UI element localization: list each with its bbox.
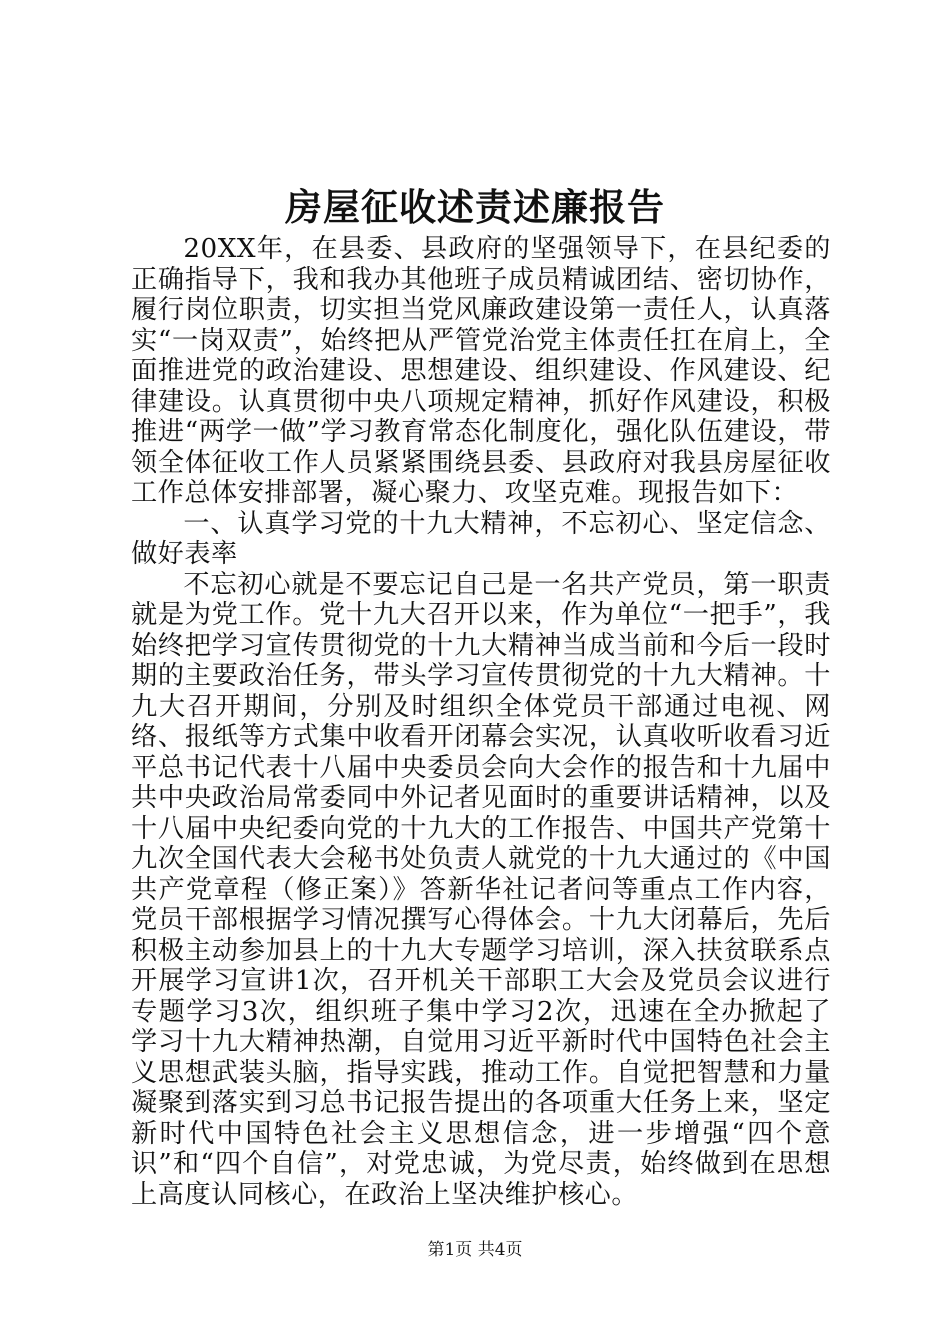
document-title: 房屋征收述责述廉报告 — [285, 185, 665, 229]
section-heading-1: 一、认真学习党的十九大精神，不忘初心、坚定信念、做好表率 — [131, 508, 831, 569]
document-body — [131, 234, 831, 1210]
paragraph-section-1: 不忘初心就是不要忘记自己是一名共产党员，第一职责就是为党工作。党十九大召开以来，作为单位“一把手”，我始终把学习宣传贯彻党的十九大精神当成当前和今后一段时期的主要政治任务，带头学习宣传贯彻党的十九大精神。十九大召开期间，分别及时组织全体党员干部通过电视、网络、报纸等方式集中收看开闭幕会实况，认真收听收看习近平总书记代表十八届中央委员会向大会作的报告和十九届中共中央政治局常委同中外记者见面时的重要讲话精神，以及十八届中央纪委向党的十九大的工作报告、中国共产党第十九次全国代表大会秘书处负责人就党的十九大通过的《中国共产党章程（修正案）》答新华社记者问等重点工作内容，党员干部根据学习情况撰写心得体会。十九大闭幕后，先后积极主动参加县上的十九大专题学习培训，深入扶贫联系点开展学习宣讲1次，召开机关干部职工大会及党员会议进行专题学习3次，组织班子集中学习2次，迅速在全办掀起了学习十九大精神热潮，自觉用习近平新时代中国特色社会主义思想武装头脑，指导实践，推动工作。自觉把智慧和力量凝聚到落实到习总书记报告提出的各项重大任务上来，坚定新时代中国特色社会主义思想信念，进一步增强“四个意识”和“四个自信”，对党忠诚，为党尽责，始终做到在思想上高度认同核心，在政治上坚决维护核心。 — [131, 569, 831, 1210]
page-number: 第1页 共4页 — [427, 1240, 523, 1260]
paragraph-intro: 20XX年，在县委、县政府的坚强领导下，在县纪委的正确指导下，我和我办其他班子成员精诚团结、密切协作，履行岗位职责，切实担当党风廉政建设第一责任人，认真落实“一岗双责”，始终把从严管党治党主体责任扛在肩上，全面推进党的政治建设、思想建设、组织建设、作风建设、纪律建设。认真贯彻中央八项规定精神，抓好作风建设，积极推进“两学一做”学习教育常态化制度化，强化队伍建设，带领全体征收工作人员紧紧围绕县委、县政府对我县房屋征收工作总体安排部署，凝心聚力、攻坚克难。现报告如下： — [131, 234, 831, 508]
